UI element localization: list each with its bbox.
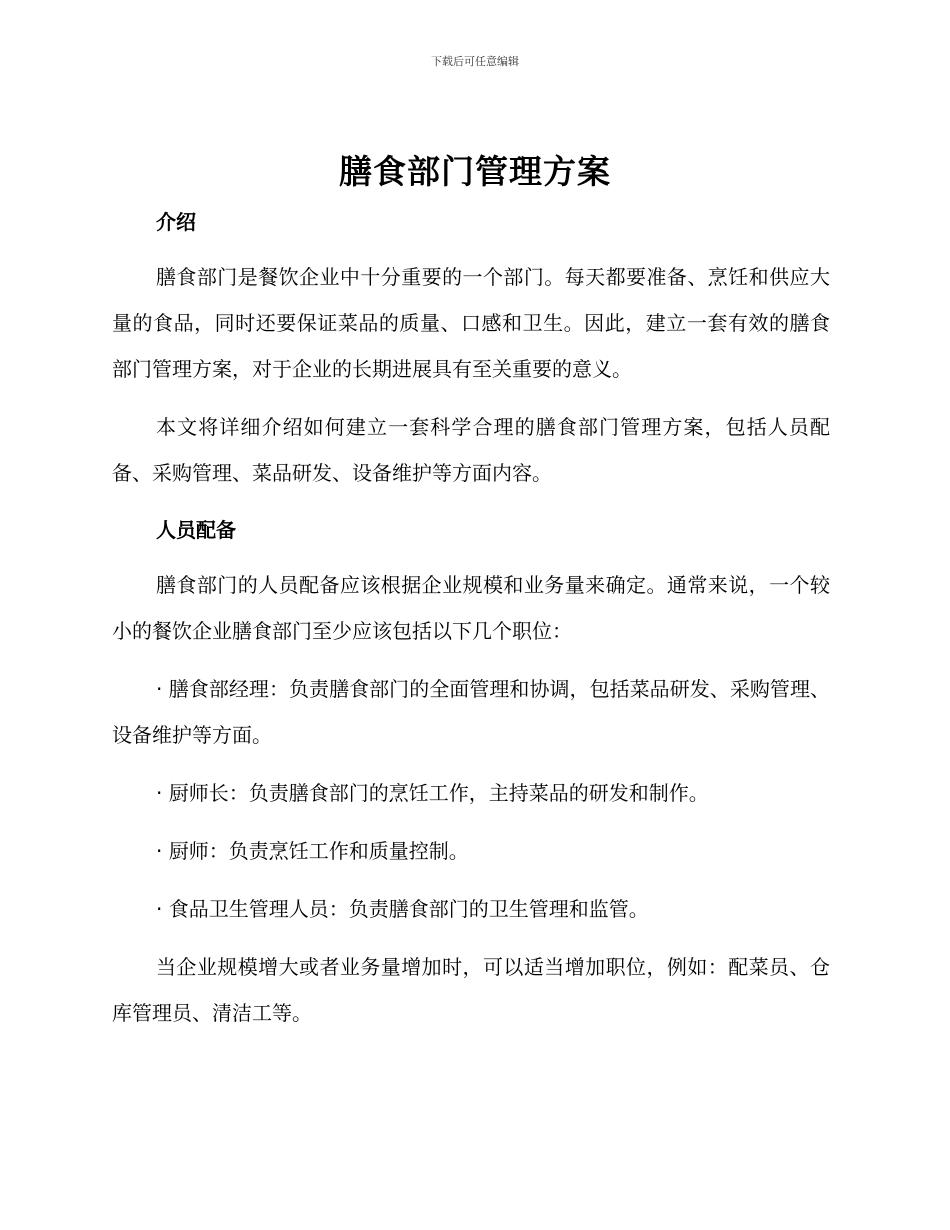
- page-header-note: 下载后可任意编辑: [431, 55, 519, 68]
- intro-paragraph-2: 本文将详细介绍如何建立一套科学合理的膳食部门管理方案，包括人员配备、采购管理、菜品研发、设备维护等方面内容。: [112, 415, 830, 485]
- intro-paragraph-1: 膳食部门是餐饮企业中十分重要的一个部门。每天都要准备、烹饪和供应大量的食品，同时还要保证菜品的质量、口感和卫生。因此，建立一套有效的膳食部门管理方案，对于企业的长期进展具有至关重要的意义。: [112, 265, 830, 381]
- staffing-list-item-head-chef: · 厨师长：负责膳食部门的烹饪工作，主持菜品的研发和制作。: [156, 781, 709, 805]
- section-heading-staffing: 人员配备: [156, 518, 236, 542]
- staffing-closing-paragraph: 当企业规模增大或者业务量增加时，可以适当增加职位，例如：配菜员、仓库管理员、清洁工等。: [112, 955, 830, 1025]
- staffing-list-item-hygiene: · 食品卫生管理人员：负责膳食部门的卫生管理和监管。: [156, 897, 649, 921]
- staffing-list-item-manager: · 膳食部经理：负责膳食部门的全面管理和协调，包括菜品研发、采购管理、设备维护等方面。: [112, 677, 830, 747]
- section-heading-intro: 介绍: [156, 210, 196, 234]
- staffing-list-item-chef: · 厨师：负责烹饪工作和质量控制。: [156, 839, 469, 863]
- staffing-intro-paragraph: 膳食部门的人员配备应该根据企业规模和业务量来确定。通常来说，一个较小的餐饮企业膳食部门至少应该包括以下几个职位：: [112, 573, 830, 643]
- document-body: [112, 200, 830, 1036]
- document-title: 膳食部门管理方案: [339, 152, 611, 191]
